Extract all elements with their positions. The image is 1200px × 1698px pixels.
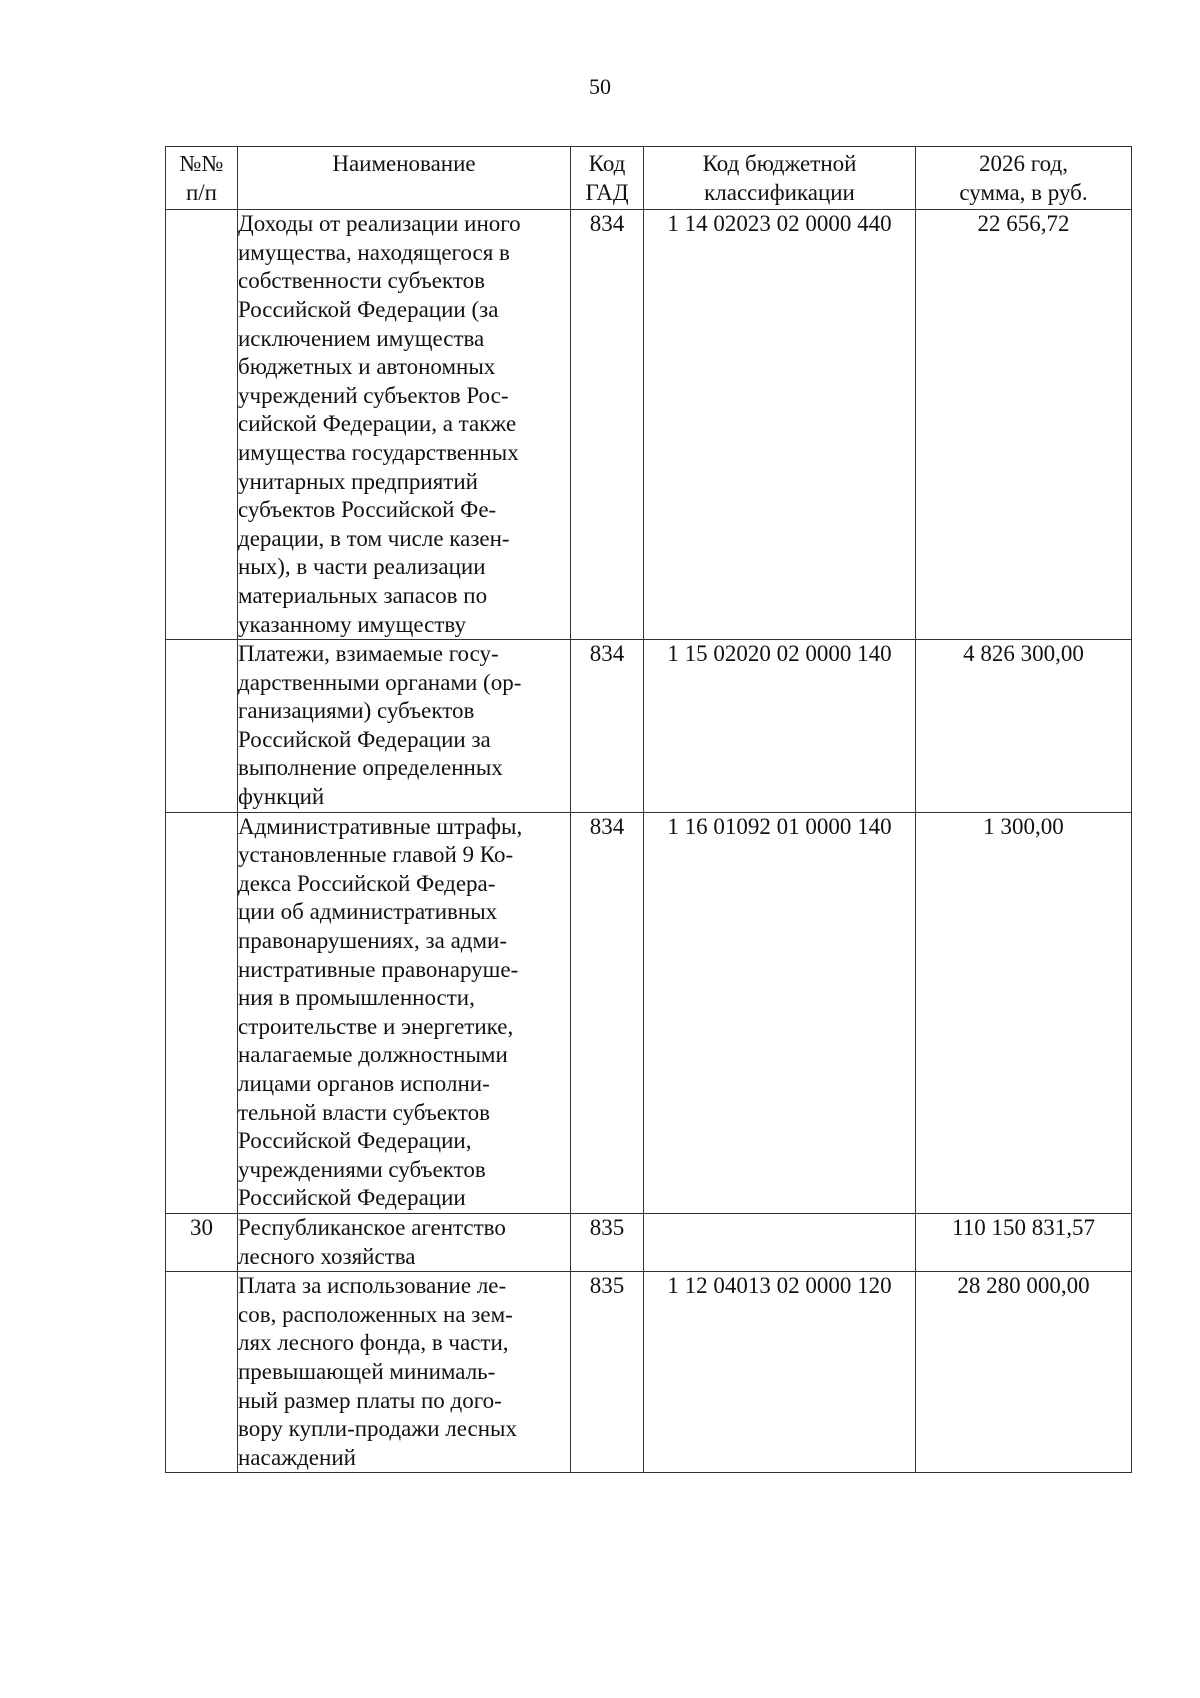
budget-table (165, 146, 1132, 1473)
cell-kbk: 1 15 02020 02 0000 140 (644, 640, 916, 813)
cell-num: 30 (166, 1213, 238, 1271)
header-kbk-line: Код бюджетной (702, 151, 857, 176)
cell-sum: 4 826 300,00 (916, 640, 1132, 813)
header-num-line: п/п (185, 179, 217, 205)
header-gad (571, 147, 644, 210)
table-row (166, 812, 1132, 1213)
cell-kbk (644, 1213, 916, 1271)
header-sum (916, 147, 1132, 210)
cell-name: Плата за использование ле- сов, расположенных на зем- лях лесного фонда, в части, превышающей минималь- ный размер платы по дого- вору купли-продажи лесных насаждений (238, 1272, 571, 1473)
header-num-line: №№ (179, 151, 224, 176)
cell-kbk: 1 16 01092 01 0000 140 (644, 812, 916, 1213)
header-sum-line: сумма, в руб. (959, 179, 1088, 205)
header-num (166, 147, 238, 210)
cell-sum: 22 656,72 (916, 210, 1132, 640)
cell-gad: 834 (571, 812, 644, 1213)
header-gad-line: ГАД (585, 179, 629, 205)
header-kbk (644, 147, 916, 210)
cell-num (166, 812, 238, 1213)
header-kbk-line: классификации (704, 179, 855, 205)
header-sum-line: 2026 год, (979, 151, 1068, 176)
cell-gad: 835 (571, 1272, 644, 1473)
cell-gad: 835 (571, 1213, 644, 1271)
header-gad-line: Код (588, 151, 626, 176)
table-body (166, 210, 1132, 1473)
cell-gad: 834 (571, 640, 644, 813)
cell-name: Республиканское агентство лесного хозяйства (238, 1213, 571, 1271)
table-row (166, 1272, 1132, 1473)
cell-num (166, 1272, 238, 1473)
header-row (166, 147, 1132, 210)
table-row (166, 1213, 1132, 1271)
cell-sum: 110 150 831,57 (916, 1213, 1132, 1271)
header-name-line: Наименование (332, 151, 476, 176)
page-number: 50 (589, 74, 611, 99)
cell-num (166, 210, 238, 640)
cell-sum: 28 280 000,00 (916, 1272, 1132, 1473)
cell-num (166, 640, 238, 813)
header-name (238, 147, 571, 210)
table-row (166, 210, 1132, 640)
cell-kbk: 1 12 04013 02 0000 120 (644, 1272, 916, 1473)
cell-name: Доходы от реализации иного имущества, находящегося в собственности субъектов Российской Федерации (за исключением имущества бюджетных и автономных учреждений субъектов Рос- сийской Федерации, а также имущества государственных унитарных предприятий субъектов Российской Фе- дерации, в том числе казен- ных), в части реализации материальных запасов по указанному имуществу (238, 210, 571, 640)
table-row (166, 640, 1132, 813)
cell-name: Административные штрафы, установленные главой 9 Ко- декса Российской Федера- ции об административных правонарушениях, за адми- нистративные правонаруше- ния в промышленности, строительстве и энергетике, налагаемые должностными лицами органов исполни- тельной власти субъектов Российской Федерации, учреждениями субъектов Российской Федерации (238, 812, 571, 1213)
table-header (166, 147, 1132, 210)
cell-sum: 1 300,00 (916, 812, 1132, 1213)
cell-gad: 834 (571, 210, 644, 640)
cell-name: Платежи, взимаемые госу- дарственными органами (ор- ганизациями) субъектов Российской Федерации за выполнение определенных функций (238, 640, 571, 813)
cell-kbk: 1 14 02023 02 0000 440 (644, 210, 916, 640)
